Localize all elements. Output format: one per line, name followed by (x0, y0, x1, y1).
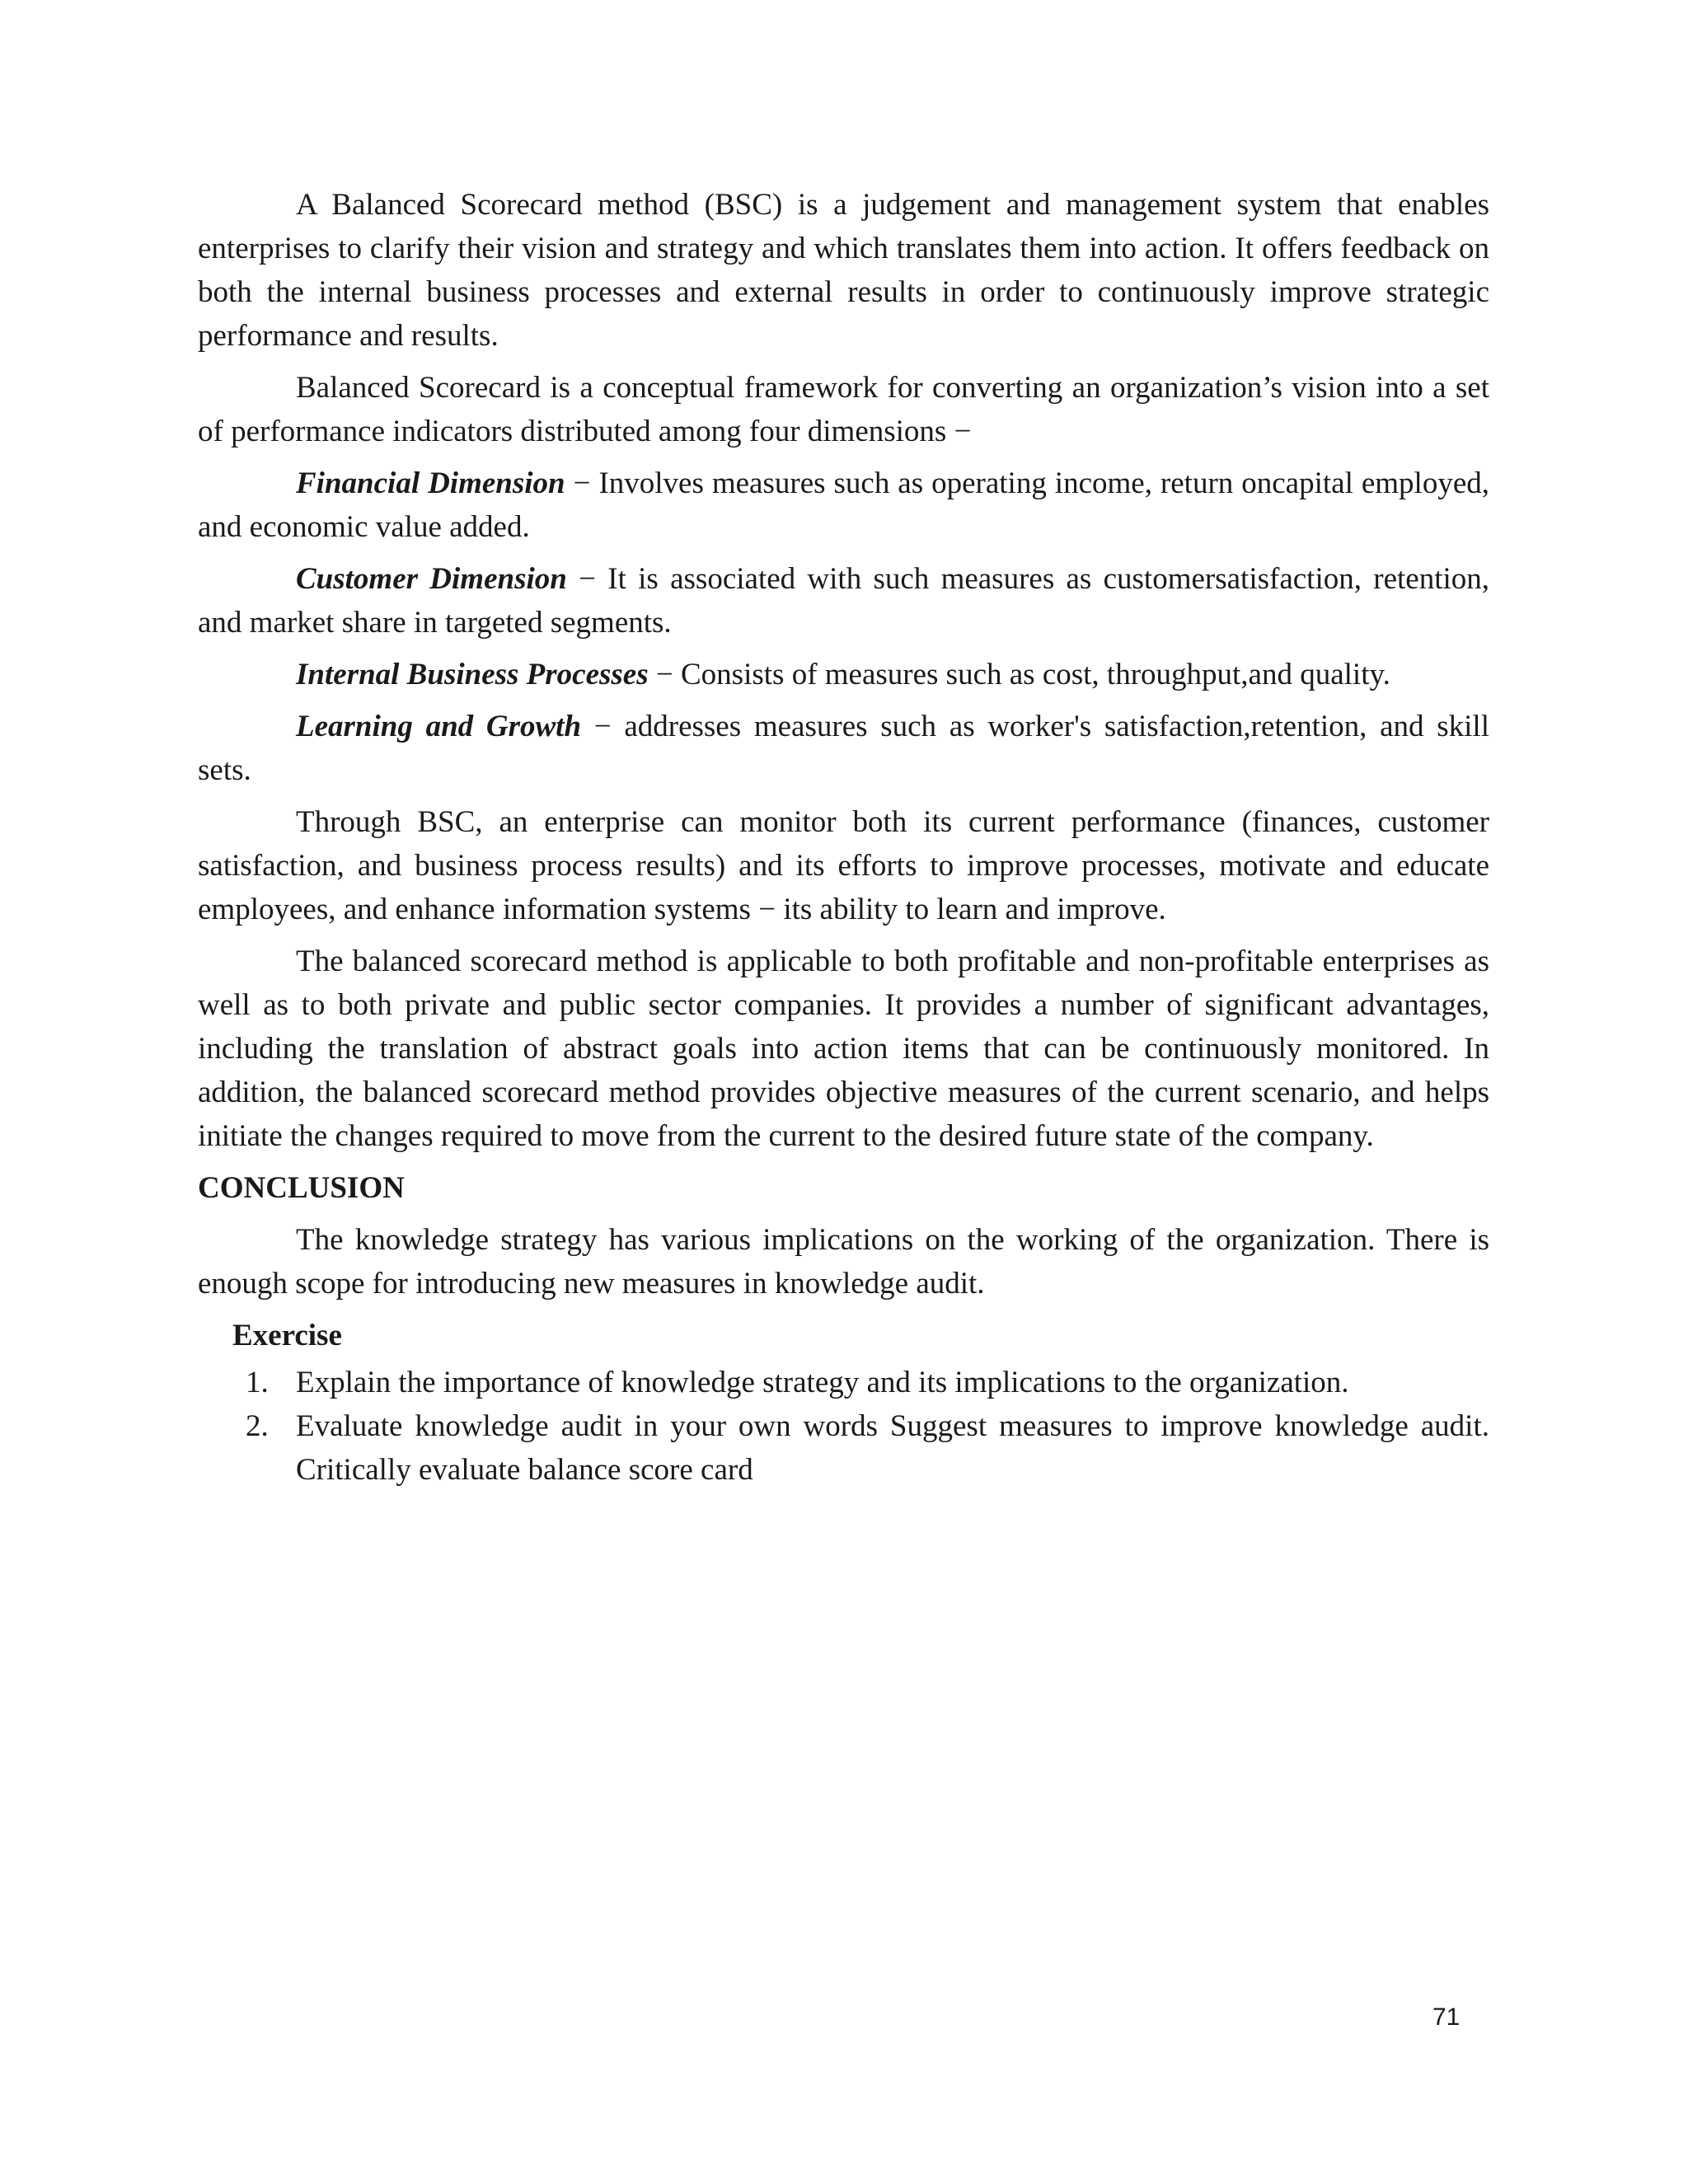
intro-paragraph: A Balanced Scorecard method (BSC) is a judgement and management system that enables enterprises to clarify their vision and strategy and which translates them into action. It offers feedback on both the internal business processes and external results in order to continuously improve strategic performance and results. (198, 188, 1489, 353)
dimension-term: Financial Dimension (296, 466, 565, 500)
dimension-term: Customer Dimension (296, 562, 567, 596)
dimension-internal-business (198, 653, 1489, 696)
dimension-term: Internal Business Processes (296, 658, 649, 691)
exercise-item (198, 1404, 1489, 1492)
dimension-text: − Consists of measures such as cost, throughput,and quality. (648, 658, 1390, 691)
dimension-text: − It is associated with such measures as customersatisfaction, retention, and market share in targeted segments. (198, 562, 1490, 640)
dimension-customer (198, 557, 1489, 644)
exercise-item-text: Explain the importance of knowledge strategy and its implications to the organization. (296, 1366, 1349, 1399)
document-page (198, 183, 1489, 1492)
exercise-item-number: 2. (246, 1409, 269, 1443)
exercise-item-number: 1. (246, 1366, 269, 1399)
dimension-text: − addresses measures such as worker's satisfaction,retention, and skill sets. (198, 710, 1489, 787)
exercise-heading: Exercise (232, 1319, 342, 1352)
dimension-term: Learning and Growth (296, 710, 582, 743)
dimension-learning-growth (198, 705, 1489, 792)
bsc-applicability-paragraph: The balanced scorecard method is applicable to both profitable and non-profitable enterprises as well as to both private and public sector companies. It provides a number of significant advantages, including the translation of abstract goals into action items that can be continuously monitored. In addition, the balanced scorecard method provides objective measures of the current scenario, and helps initiate the changes required to move from the current to the desired future state of the company. (198, 944, 1489, 1153)
framework-paragraph: Balanced Scorecard is a conceptual framework for converting an organization’s vision into a set of performance indicators distributed among four dimensions − (198, 371, 1489, 448)
conclusion-heading: CONCLUSION (198, 1171, 405, 1205)
page-number: 71 (1432, 2004, 1461, 2031)
conclusion-paragraph: The knowledge strategy has various implications on the working of the organization. There is enough scope for introducing new measures in knowledge audit. (198, 1223, 1489, 1301)
exercise-item-text: Evaluate knowledge audit in your own words Suggest measures to improve knowledge audit. Critically evaluate balance score card (296, 1409, 1489, 1487)
bsc-monitor-paragraph: Through BSC, an enterprise can monitor both its current performance (finances, customer satisfaction, and business process results) and its efforts to improve processes, motivate and educate employees, and enhance information systems − its ability to learn and improve. (198, 805, 1489, 926)
dimension-financial (198, 462, 1489, 549)
exercise-list (198, 1361, 1489, 1492)
dimension-text: − Involves measures such as operating income, return oncapital employed, and economic value added. (198, 466, 1489, 544)
exercise-item (198, 1361, 1489, 1404)
